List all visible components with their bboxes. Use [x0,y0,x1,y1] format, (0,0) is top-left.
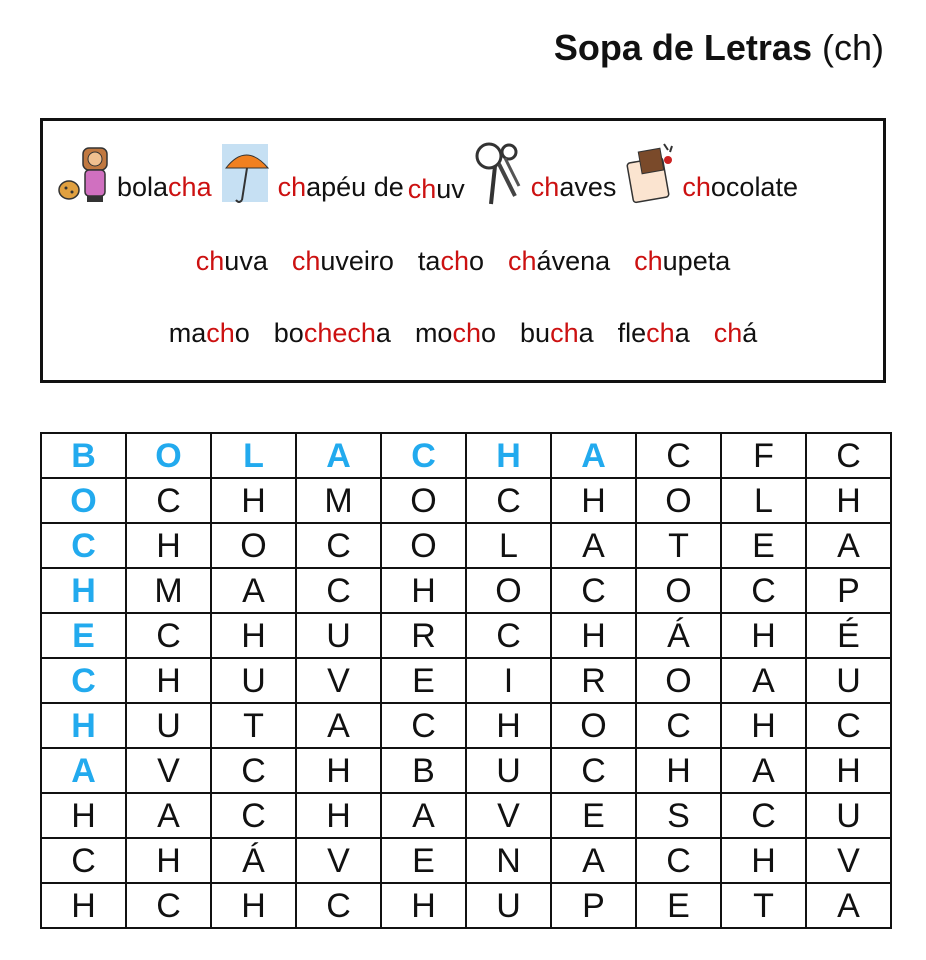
grid-cell[interactable]: U [466,748,551,793]
row1-word-1: chapéu de [216,156,404,222]
grid-cell[interactable]: A [551,838,636,883]
grid-cell[interactable]: C [211,748,296,793]
grid-cell[interactable]: A [551,433,636,478]
grid-cell[interactable]: O [381,478,466,523]
row3-word-0: macho [168,317,250,348]
grid-cell[interactable]: H [41,793,126,838]
row3-word-5: chá [713,317,758,348]
grid-cell[interactable]: P [551,883,636,928]
grid-cell[interactable]: O [466,568,551,613]
grid-cell[interactable]: A [806,523,891,568]
grid-cell[interactable]: A [296,433,381,478]
grid-row [41,703,891,748]
row1-word-2: chuv [407,173,465,204]
grid-row [41,523,891,568]
grid-cell[interactable]: L [466,523,551,568]
grid-cell[interactable]: T [721,883,806,928]
grid-cell[interactable]: H [806,748,891,793]
grid-cell[interactable]: C [636,433,721,478]
row2-word-4: chupeta [634,245,731,276]
row1-word-4: chocolate [620,156,798,222]
grid-cell[interactable]: M [296,478,381,523]
grid-cell[interactable]: E [551,793,636,838]
grid-row [41,838,891,883]
grid-cell[interactable]: C [296,883,381,928]
grid-row [41,658,891,703]
grid-cell[interactable]: V [126,748,211,793]
grid-cell[interactable]: C [806,433,891,478]
grid-cell[interactable]: O [41,478,126,523]
grid-cell[interactable]: C [41,523,126,568]
grid-cell[interactable]: H [636,748,721,793]
row1-word-3: chaves [469,156,617,222]
grid-row [41,433,891,478]
grid-cell[interactable]: C [721,568,806,613]
grid-cell[interactable]: R [381,613,466,658]
grid-cell[interactable]: H [41,703,126,748]
grid-cell[interactable]: C [466,613,551,658]
word-row-3 [43,313,883,353]
umbrella-icon [216,156,276,222]
row1-word-0: bolacha [55,156,212,222]
row2-word-1: chuveiro [291,245,394,276]
grid-cell[interactable]: V [466,793,551,838]
grid-cell[interactable]: O [211,523,296,568]
grid-cell[interactable]: C [41,838,126,883]
grid-cell[interactable]: A [126,793,211,838]
grid-cell[interactable]: C [296,568,381,613]
grid-cell[interactable]: C [721,793,806,838]
grid-cell[interactable]: O [636,568,721,613]
grid-cell[interactable]: C [636,838,721,883]
grid-cell[interactable]: H [806,478,891,523]
row2-word-0: chuva [195,245,268,276]
grid-row [41,478,891,523]
title-bold: Sopa de Letras [553,27,812,68]
grid-cell[interactable]: H [381,883,466,928]
grid-cell[interactable]: B [41,433,126,478]
title-suffix: (ch) [822,27,884,68]
grid-cell[interactable]: E [721,523,806,568]
grid-cell[interactable]: C [381,703,466,748]
grid-cell[interactable]: H [466,703,551,748]
grid-cell[interactable]: H [721,703,806,748]
grid-cell[interactable]: H [126,523,211,568]
grid-cell[interactable]: O [636,478,721,523]
grid-cell[interactable]: A [211,568,296,613]
grid-cell[interactable]: E [381,658,466,703]
grid-cell[interactable]: C [41,658,126,703]
grid-cell[interactable]: C [211,793,296,838]
grid-cell[interactable]: E [41,613,126,658]
grid-cell[interactable]: U [806,793,891,838]
word-list-box [40,118,886,383]
word-row-1 [43,169,883,209]
grid-cell[interactable]: H [41,883,126,928]
row3-word-4: flecha [617,317,690,348]
grid-cell[interactable]: H [551,613,636,658]
grid-cell[interactable]: A [551,523,636,568]
grid-cell[interactable]: O [636,658,721,703]
grid-cell[interactable]: A [41,748,126,793]
grid-cell[interactable]: H [466,433,551,478]
grid-cell[interactable]: H [211,613,296,658]
grid-cell[interactable]: L [721,478,806,523]
grid-cell[interactable]: L [211,433,296,478]
grid-cell[interactable]: C [466,478,551,523]
grid-cell[interactable]: S [636,793,721,838]
grid-cell[interactable]: H [126,838,211,883]
grid-cell[interactable]: U [296,613,381,658]
grid-cell[interactable]: O [126,433,211,478]
grid-row [41,793,891,838]
letter-grid [40,432,892,929]
grid-cell[interactable]: N [466,838,551,883]
cookie-girl-icon [55,156,115,222]
grid-cell[interactable]: A [806,883,891,928]
grid-cell[interactable]: E [381,838,466,883]
grid-cell[interactable]: C [806,703,891,748]
grid-cell[interactable]: O [381,523,466,568]
row3-word-1: bochecha [273,317,391,348]
row3-word-3: bucha [520,317,594,348]
keys-icon [469,156,529,222]
grid-cell[interactable]: É [806,613,891,658]
grid-cell[interactable]: C [551,748,636,793]
chocolate-icon [620,156,680,222]
grid-row [41,748,891,793]
grid-cell[interactable]: H [381,568,466,613]
grid-cell[interactable]: H [41,568,126,613]
grid-cell[interactable]: V [296,838,381,883]
grid-cell[interactable]: I [466,658,551,703]
grid-cell[interactable]: C [126,883,211,928]
grid-cell[interactable]: H [296,748,381,793]
word-row-2 [43,241,883,281]
row2-word-2: tacho [417,245,485,276]
grid-cell[interactable]: T [636,523,721,568]
grid-cell[interactable]: B [381,748,466,793]
grid-cell[interactable]: H [721,838,806,883]
grid-cell[interactable]: A [721,748,806,793]
grid-cell[interactable]: H [126,658,211,703]
grid-cell[interactable]: H [551,478,636,523]
grid-cell[interactable]: R [551,658,636,703]
grid-cell[interactable]: T [211,703,296,748]
grid-cell[interactable]: P [806,568,891,613]
grid-cell[interactable]: C [296,523,381,568]
grid-cell[interactable]: C [126,478,211,523]
grid-cell[interactable]: U [466,883,551,928]
grid-cell[interactable]: C [551,568,636,613]
grid-cell[interactable]: A [381,793,466,838]
grid-cell[interactable]: Á [211,838,296,883]
grid-cell[interactable]: E [636,883,721,928]
grid-cell[interactable]: H [721,613,806,658]
grid-cell[interactable]: F [721,433,806,478]
grid-cell[interactable]: A [296,703,381,748]
grid-cell[interactable]: C [636,703,721,748]
grid-cell[interactable]: H [211,478,296,523]
grid-cell[interactable]: U [126,703,211,748]
grid-cell[interactable]: H [211,883,296,928]
grid-cell[interactable]: U [806,658,891,703]
grid-cell[interactable]: C [381,433,466,478]
grid-cell[interactable]: M [126,568,211,613]
grid-cell[interactable]: O [551,703,636,748]
grid-cell[interactable]: V [296,658,381,703]
grid-row [41,883,891,928]
row3-word-2: mocho [414,317,497,348]
grid-cell[interactable]: U [211,658,296,703]
row2-word-3: chávena [508,245,611,276]
grid-cell[interactable]: Á [636,613,721,658]
page-title [554,28,884,68]
grid-cell[interactable]: C [126,613,211,658]
grid-cell[interactable]: A [721,658,806,703]
grid-cell[interactable]: H [296,793,381,838]
grid-row [41,613,891,658]
grid-cell[interactable]: V [806,838,891,883]
grid-row [41,568,891,613]
